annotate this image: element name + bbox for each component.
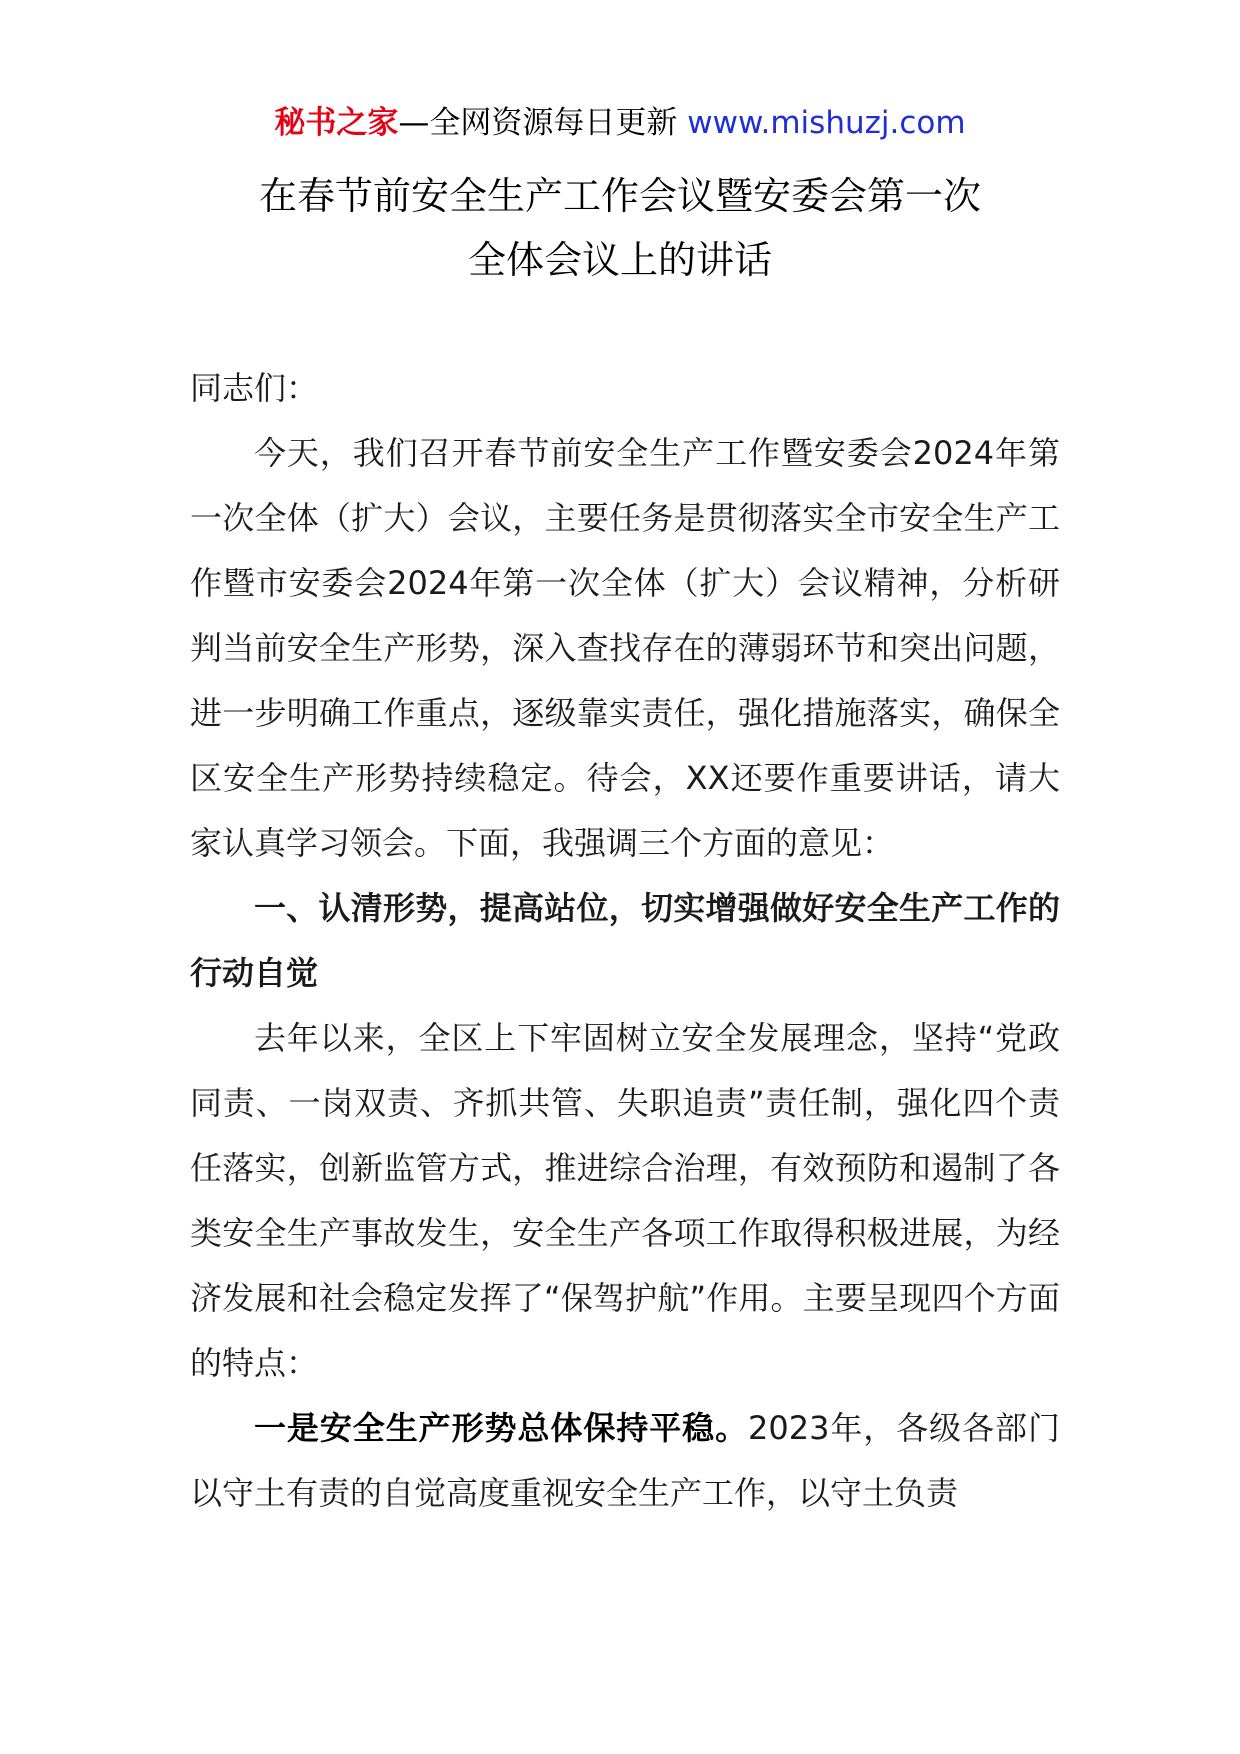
- site-url[interactable]: www.mishuzj.com: [687, 105, 966, 141]
- brand-name: 秘书之家: [274, 105, 399, 141]
- document-title: [0, 164, 1240, 292]
- slogan: —全网资源每日更新: [398, 105, 688, 141]
- section-heading-1: 一、认清形势，提高站位，切实增强做好安全生产工作的行动自觉: [190, 889, 1060, 992]
- point-1-text: 2023年，各级各部门以守土有责的自觉高度重视安全生产工作，以守土负责: [190, 1409, 1060, 1512]
- document-body: [190, 356, 1060, 1526]
- paragraph-point-1: [190, 1396, 1060, 1526]
- title-line-2: 全体会议上的讲话: [467, 238, 772, 282]
- salutation: 同志们：: [190, 369, 319, 407]
- paragraph-review: 去年以来，全区上下牢固树立安全发展理念，坚持“党政同责、一岗双责、齐抓共管、失职追责”责任制，强化四个责任落实，创新监管方式，推进综合治理，有效预防和遏制了各类安全生产事故发生，安全生产各项工作取得积极进展，为经济发展和社会稳定发挥了“保驾护航”作用。主要呈现四个方面的特点：: [190, 1019, 1060, 1382]
- point-1-lead: 一是安全生产形势总体保持平稳。: [254, 1409, 748, 1447]
- site-header: [0, 100, 1240, 146]
- paragraph-intro: 今天，我们召开春节前安全生产工作暨安委会2024年第一次全体（扩大）会议，主要任务是贯彻落实全市安全生产工作暨市安委会2024年第一次全体（扩大）会议精神，分析研判当前安全生产形势，深入查找存在的薄弱环节和突出问题，进一步明确工作重点，逐级靠实责任，强化措施落实，确保全区安全生产形势持续稳定。待会，XX还要作重要讲话，请大家认真学习领会。下面，我强调三个方面的意见：: [190, 434, 1060, 862]
- title-line-1: 在春节前安全生产工作会议暨安委会第一次: [258, 174, 981, 218]
